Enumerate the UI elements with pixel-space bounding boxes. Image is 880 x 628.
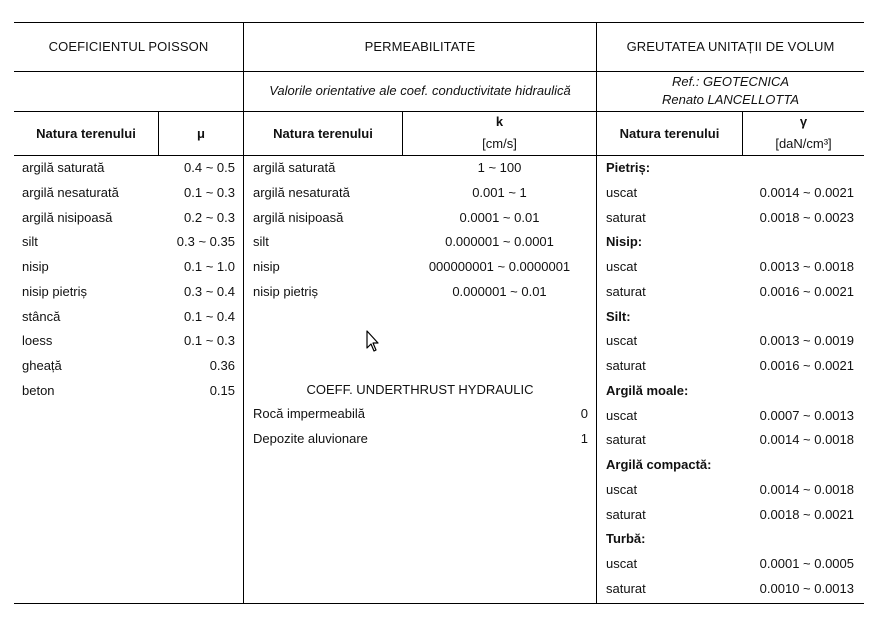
- weight-value-cell: 0.0007 ~ 0.0013: [759, 407, 854, 423]
- perm-soil-cell: nisip: [253, 259, 280, 274]
- perm-k-cell: 000000001 ~ 0.0000001: [428, 259, 571, 274]
- weight-group-label: Pietriș:: [606, 160, 651, 175]
- poisson-soil-cell: argilă nisipoasă: [22, 209, 113, 225]
- perm-soil-cell: silt: [253, 234, 269, 250]
- poisson-mu-cell: 0.4 ~ 0.5: [184, 160, 235, 175]
- perm-k-cell: 0.000001 ~ 0.01: [452, 283, 547, 299]
- weight-value-cell: 0.0016 ~ 0.0021: [759, 358, 854, 373]
- weight-value-cell: 0.0013 ~ 0.0019: [759, 333, 854, 349]
- poisson-soil-cell: argilă nesaturată: [22, 184, 119, 200]
- poisson-soil-cell: nisip: [22, 259, 49, 274]
- underthrust-label-cell: Rocă impermeabilă: [253, 406, 365, 421]
- poisson-mu-header: μ: [197, 126, 205, 141]
- weight-state-cell: saturat: [606, 580, 646, 596]
- poisson-soil-cell: loess: [22, 333, 53, 349]
- table-bottom-border: [14, 603, 864, 604]
- poisson-soil-cell: gheață: [22, 358, 62, 373]
- weight-value-cell: 0.0014 ~ 0.0021: [759, 184, 854, 200]
- weight-state-cell: uscat: [606, 259, 638, 274]
- poisson-mu-cell: 0.1 ~ 0.3: [184, 184, 235, 200]
- poisson-mu-cell: 0.2 ~ 0.3: [184, 209, 235, 225]
- weight-group-label: Nisip:: [606, 234, 643, 250]
- poisson-mu-cell: 0.3 ~ 0.35: [176, 234, 235, 250]
- poisson-soil-cell: argilă saturată: [22, 160, 105, 175]
- weight-value-cell: 0.0014 ~ 0.0018: [759, 432, 854, 448]
- weight-value-cell: 0.0013 ~ 0.0018: [759, 259, 854, 274]
- weight-group-label: Argilă moale:: [606, 382, 689, 398]
- underthrust-value-cell: 1: [580, 430, 588, 446]
- underthrust-label-cell: Depozite aluvionare: [253, 430, 368, 446]
- poisson-mu-cell: 0.1 ~ 0.4: [184, 308, 235, 324]
- weight-value-cell: 0.0014 ~ 0.0018: [759, 481, 854, 497]
- poisson-mu-cell: 0.1 ~ 1.0: [184, 259, 235, 274]
- poisson-section-title: COEFICIENTUL POISSON: [48, 39, 209, 54]
- weight-group-label: Argilă compactă:: [606, 457, 712, 472]
- weight-state-cell: saturat: [606, 506, 646, 522]
- weight-gamma-unit: [daN/cm³]: [775, 136, 832, 151]
- weight-value-cell: 0.0010 ~ 0.0013: [759, 580, 854, 596]
- section-divider-1: [243, 22, 244, 603]
- underthrust-value-cell: 0: [580, 406, 588, 421]
- perm-k-cell: 0.000001 ~ 0.0001: [445, 234, 554, 250]
- weight-gamma-header: γ: [799, 114, 808, 129]
- perm-soil-cell: argilă saturată: [253, 160, 336, 175]
- column-header-divider: [14, 155, 864, 156]
- weight-state-cell: saturat: [606, 209, 646, 225]
- weight-value-cell: 0.0001 ~ 0.0005: [759, 556, 854, 571]
- perm-k-cell: 0.0001 ~ 0.01: [459, 209, 540, 225]
- weight-soil-header: Natura terenului: [619, 126, 720, 141]
- permeability-note: Valorile orientative ale coef. conductivitate hidraulică: [269, 83, 571, 98]
- poisson-soil-cell: stâncă: [22, 308, 61, 324]
- weight-state-cell: saturat: [606, 432, 646, 448]
- weight-state-cell: uscat: [606, 556, 638, 571]
- perm-k-header: k: [495, 114, 504, 129]
- poisson-soil-cell: nisip pietriș: [22, 283, 88, 299]
- poisson-mu-cell: 0.3 ~ 0.4: [184, 283, 235, 299]
- underthrust-title: COEFF. UNDERTHRUST HYDRAULIC: [306, 382, 534, 397]
- perm-soil-cell: argilă nisipoasă: [253, 209, 344, 225]
- perm-k-cell: 0.001 ~ 1: [472, 184, 527, 200]
- unit-weight-section-title: GREUTATEA UNITAȚII DE VOLUM: [626, 39, 835, 54]
- mouse-pointer-icon: [366, 330, 382, 354]
- weight-value-cell: 0.0018 ~ 0.0021: [759, 506, 854, 522]
- poisson-mu-cell: 0.36: [209, 358, 235, 373]
- weight-state-cell: saturat: [606, 358, 646, 373]
- perm-k-cell: 1 ~ 100: [477, 160, 522, 175]
- weight-state-cell: uscat: [606, 184, 638, 200]
- poisson-soil-header: Natura terenului: [36, 126, 136, 141]
- weight-state-cell: uscat: [606, 481, 638, 497]
- weight-state-cell: uscat: [606, 407, 638, 423]
- subheader-divider: [14, 111, 864, 112]
- poisson-mu-cell: 0.1 ~ 0.3: [184, 333, 235, 349]
- reference-line-2: Renato LANCELLOTTA: [661, 92, 800, 107]
- permeability-section-title: PERMEABILITATE: [364, 39, 476, 54]
- perm-soil-cell: argilă nesaturată: [253, 184, 350, 200]
- weight-state-cell: saturat: [606, 283, 646, 299]
- perm-k-unit: [cm/s]: [482, 136, 517, 151]
- weight-group-label: Silt:: [606, 308, 631, 324]
- perm-soil-header: Natura terenului: [273, 126, 373, 141]
- section-header-divider: [14, 71, 864, 72]
- poisson-soil-cell: silt: [22, 234, 38, 250]
- perm-soil-cell: nisip pietriș: [253, 283, 319, 299]
- weight-group-label: Turbă:: [606, 531, 646, 547]
- weight-state-cell: uscat: [606, 333, 638, 349]
- weight-value-cell: 0.0018 ~ 0.0023: [759, 209, 854, 225]
- poisson-mu-cell: 0.15: [209, 382, 235, 398]
- reference-line-1: Ref.: GEOTECNICA: [671, 74, 790, 89]
- poisson-soil-cell: beton: [22, 382, 55, 398]
- weight-value-cell: 0.0016 ~ 0.0021: [759, 283, 854, 299]
- section-divider-2: [596, 22, 597, 603]
- table-top-border: [14, 22, 864, 23]
